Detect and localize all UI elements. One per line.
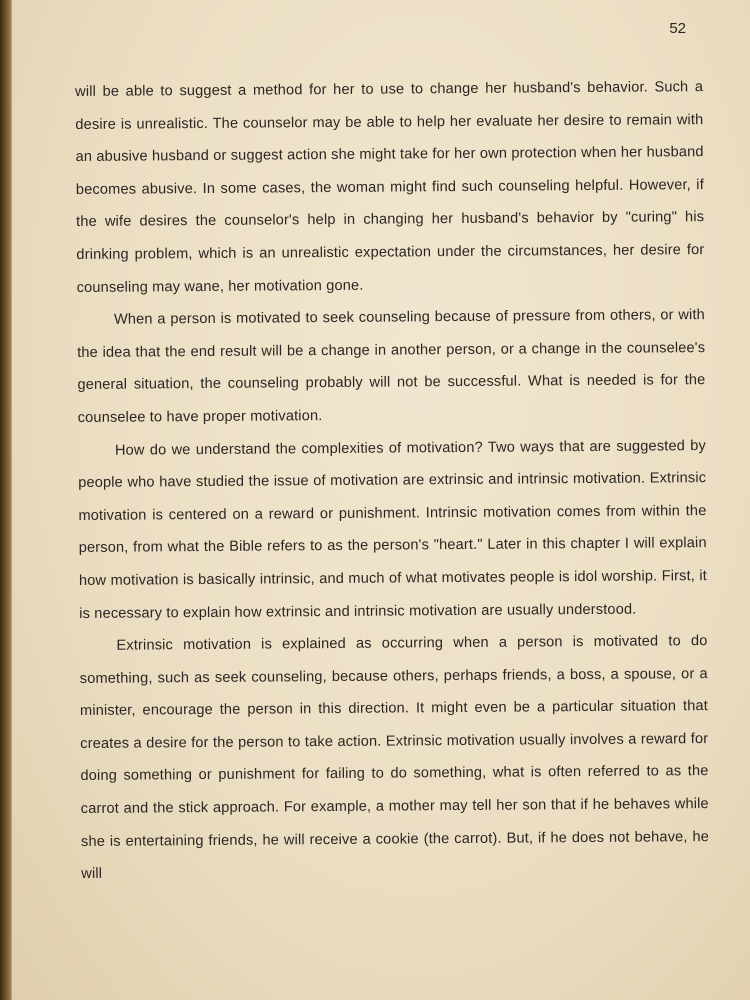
paragraph-1: will be able to suggest a method for her to use to change her husband's behavior. Such a desire is unrealistic. The counselor may be able to help her evaluate her desire to remain with an abusive husband or suggest action she might take for her own protection when her husband becomes abusive. In some cases, the woman might find such counseling helpful. However, if the wife desires the counselor's help in changing her husband's behavior by "curing" his drinking problem, which is an unrealistic expectation under the circumstances, her desire for counseling may wane, her motivation gone. bbox=[75, 79, 705, 296]
page-number: 52 bbox=[669, 20, 686, 37]
paragraph-3: How do we understand the complexities of motivation? Two ways that are suggested by people who have studied the issue of motivation are extrinsic and intrinsic motivation. Extrinsic motivation is centered on a reward or punishment. Intrinsic motivation comes from within the person, from what the Bible refers to as the person's "heart." Later in this chapter I will explain how motivation is basically intrinsic, and much of what motivates people is idol worship. First, it is necessary to explain how extrinsic and intrinsic motivation are usually understood. bbox=[78, 437, 708, 622]
body-text bbox=[75, 71, 709, 891]
paragraph-2: When a person is motivated to seek counseling because of pressure from others, or with the idea that the end result will be a change in another person, or a change in the counselee's general situation, the counseling probably will not be successful. What is needed is for the counselee to have proper motivation. bbox=[77, 307, 706, 426]
paragraph-4: Extrinsic motivation is explained as occurring when a person is motivated to do something, such as seek counseling, because others, perhaps friends, a boss, a spouse, or a minister, encourage the person in this direction. It might even be a particular situation that creates a desire for the person to take action. Extrinsic motivation usually involves a reward for doing something or punishment for failing to do something, what is often referred to as the carrot and the stick approach. For example, a mother may tell her son that if he behaves while she is entertaining friends, he will receive a cookie (the carrot). But, if he does not behave, he will bbox=[79, 633, 710, 883]
book-page bbox=[12, 0, 750, 1000]
